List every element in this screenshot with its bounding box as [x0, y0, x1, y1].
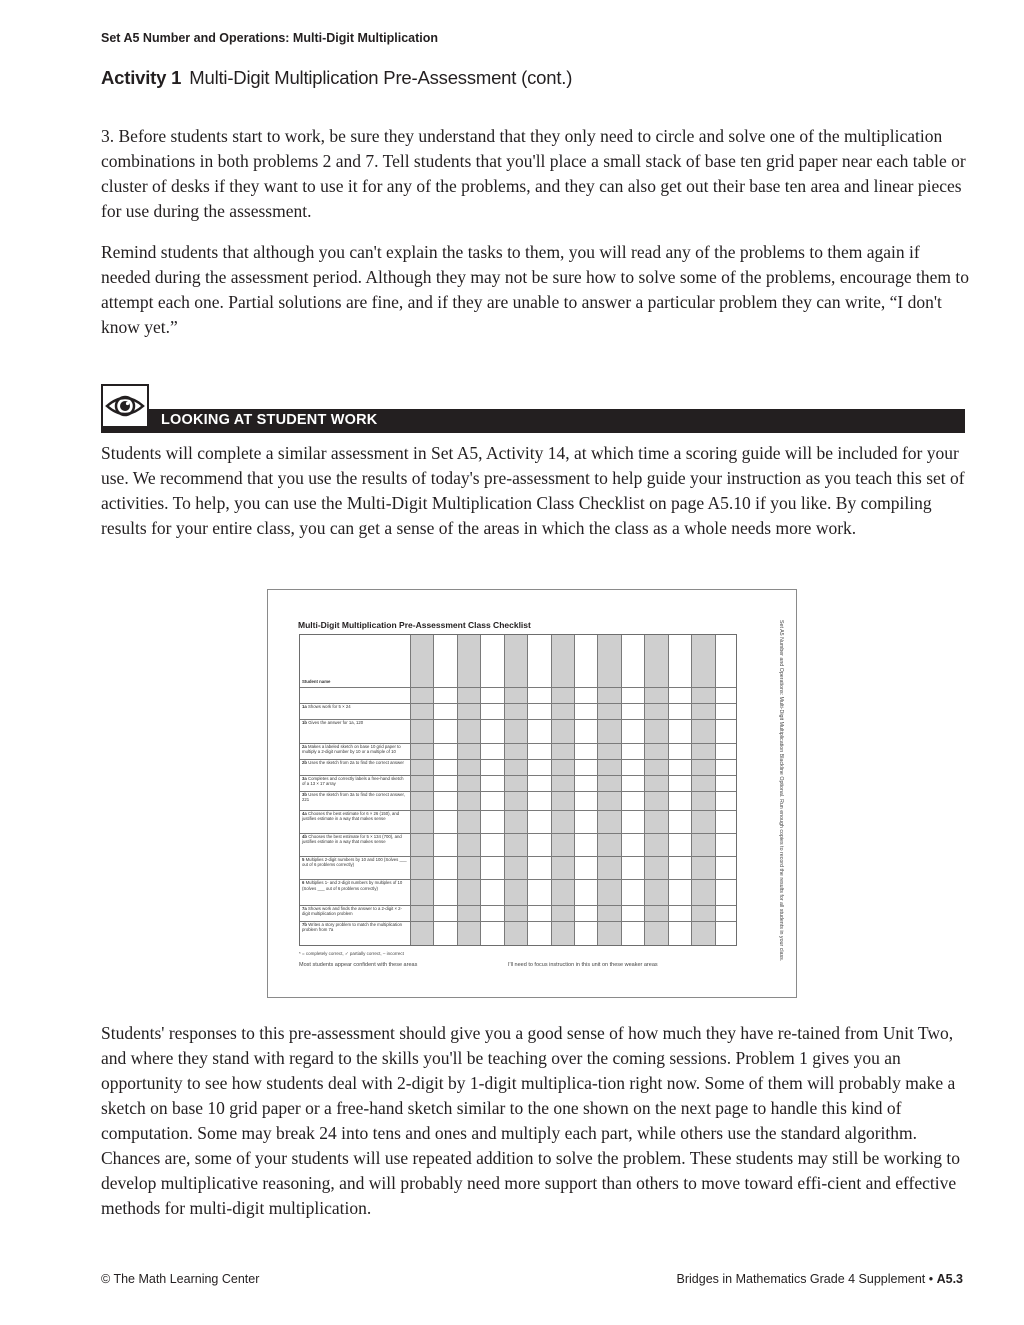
instruction-paragraph-3	[101, 124, 969, 224]
paragraph-text: 3. Before students start to work, be sure they understand that they only need to circle and solve one of the multiplication combinations in both problems 2 and 7. Tell students that you'll place a small stack of base ten grid paper near each table or cluster of desks if they want to use it for any of the problems, and they can also get out their base ten area and linear pieces for use during the assessment.	[101, 126, 966, 221]
eye-icon	[101, 384, 149, 428]
checklist-row-label: 4a Chooses the best estimate for 6 × 26 (150), and justifies estimate in a way that makes sense	[302, 810, 400, 821]
checklist-row-label: 7b Writes a story problem to match the multiplication problem from 7a	[302, 921, 402, 932]
checklist-row-label: 1b Gives the answer for 1a, 120	[302, 719, 364, 725]
set-header: Set A5 Number and Operations: Multi-Digit Multiplication	[101, 31, 439, 45]
footer-book-info	[677, 1272, 963, 1286]
page-number: A5.3	[936, 1272, 963, 1286]
student-name-label: Student name	[302, 679, 331, 684]
side-caption-text: Set A5 Number and Operations: Multi-Digit Multiplication Blackline Optional. Run enough copies to record the results for all students in your class.	[778, 620, 784, 962]
footer-copyright: © The Math Learning Center	[101, 1272, 260, 1286]
paragraph-text: Remind students that although you can't explain the tasks to them, you will read any of the problems to them again if needed during the assessment period. Although they may not be sure how to solve some of the problems, encourage them to attempt each one. Partial solutions are fine, and if they are unable to answer a particular problem they can write, “I don't know yet.”	[101, 242, 970, 337]
checklist-row-label: 2a Makes a labeled sketch on base 10 grid paper to multiply a 2-digit number by 10 or a multiple of 10	[302, 744, 401, 755]
checklist-row-label: 7a Shows work and finds the answer to a 2-digit × 2-digit multiplication problem	[302, 905, 402, 916]
checklist-title: Multi-Digit Multiplication Pre-Assessment Class Checklist	[298, 620, 531, 630]
checklist-row-label: 5 Multiplies 2-digit numbers by 10 and 100 (Solves ___ out of 6 problems correctly)	[302, 857, 407, 868]
checklist-row-label: 3a Completes and correctly labels a free-hand sketch of a 13 × 17 array	[302, 775, 404, 786]
activity-name: Multi-Digit Multiplication Pre-Assessment (cont.)	[189, 67, 573, 88]
paragraph-text: Students will complete a similar assessment in Set A5, Activity 14, at which time a scoring guide will be included for your use. We recommend that you use the results of today's pre-assessment to help guide your instruction as you teach this set of activities. To help, you can use the Multi-Digit Multiplication Class Checklist on page A5.10 if you like. By compiling results for your entire class, you can get a sense of the areas in which the class as a whole needs more work.	[101, 443, 965, 538]
checklist-key: * = completely correct, ✓ partially correct, – incorrect	[299, 951, 404, 956]
checklist-row-label: 1a Shows work for 5 × 24	[302, 703, 351, 709]
checklist-thumbnail	[267, 589, 797, 998]
checklist-row-label: 4b Chooses the best estimate for 5 × 134 (700), and justifies estimate in a way that makes sense	[302, 833, 402, 845]
checklist-row-label: 2b Uses the sketch from 2a to find the correct answer	[302, 759, 404, 765]
checklist-footer-left: Most students appear confident with these areas	[299, 962, 418, 968]
student-work-paragraph	[101, 441, 969, 541]
section-title: LOOKING AT STUDENT WORK	[161, 412, 378, 428]
responses-paragraph	[101, 1021, 971, 1221]
paragraph-text: Students' responses to this pre-assessment should give you a good sense of how much they have re-tained from Unit Two, and where they stand with regard to the skills you'll be teaching over the coming sessions. Problem 1 gives you an opportunity to see how students deal with 2-digit by 1-digit multiplica-tion right now. Some of them will probably make a sketch on base 10 grid paper or a free-hand sketch similar to the one shown on the next page to handle this kind of computation. Some may break 24 into tens and ones and multiply each part, while others use the standard algorithm. Chances are, some of your students will use repeated addition to solve the problem. These students may still be working to develop multiplicative reasoning, and will probably need more support than others to move toward effi-cient and effective methods for multi-digit multiplication.	[101, 1023, 960, 1218]
section-heading-bar	[101, 409, 965, 433]
reminder-paragraph	[101, 240, 969, 340]
checklist-footer-right: I'll need to focus instruction in this unit on these weaker areas	[508, 962, 658, 968]
checklist-row-label: 3b Uses the sketch from 3a to find the correct answer, 221	[302, 791, 405, 802]
activity-title	[101, 67, 572, 89]
checklist-side-caption	[775, 620, 785, 965]
checklist-grid	[299, 634, 737, 946]
checklist-row-line	[300, 687, 736, 688]
footer-book-title: Bridges in Mathematics Grade 4 Supplement •	[676, 1272, 937, 1286]
checklist-row-label: 6 Multiplies 1- and 2-digit numbers by multiples of 10 (Solves ___ out of 6 problems correctly)	[302, 880, 403, 891]
activity-number: Activity 1	[101, 67, 182, 88]
